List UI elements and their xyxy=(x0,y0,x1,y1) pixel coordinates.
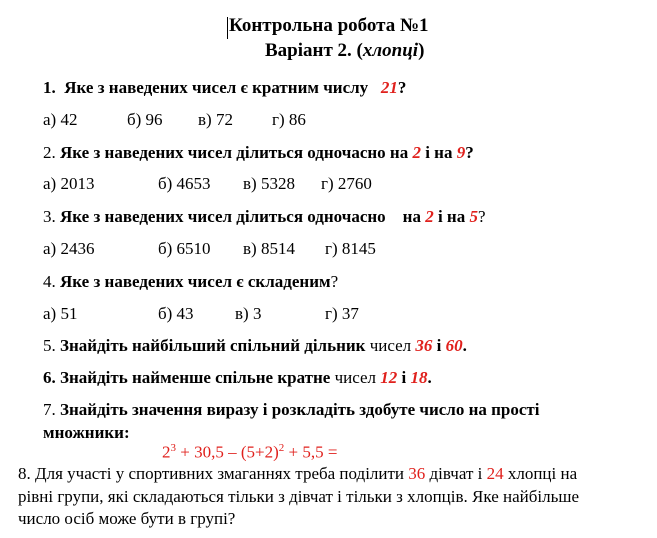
q3-qmark: ? xyxy=(477,207,486,226)
q7-expression xyxy=(162,442,337,463)
question-7 xyxy=(43,400,540,420)
q2-qmark: ? xyxy=(465,143,474,162)
q1-option-d: г) 86 xyxy=(272,110,306,129)
q7-line1: Знайдіть значення виразу і розкладіть здобуте число на прості xyxy=(60,400,540,419)
q2-option-a: а) 2013 xyxy=(43,174,95,193)
q5-text: Знайдіть найбільший спільний дільник xyxy=(60,336,366,355)
q3-on: на xyxy=(402,207,421,226)
q5-and: і xyxy=(436,336,442,355)
q3-option-c: в) 8514 xyxy=(243,239,295,258)
q3-options xyxy=(43,239,376,259)
q5-b: 60 xyxy=(445,336,463,355)
q6-text: Знайдіть найменше спільне кратне xyxy=(60,368,331,387)
question-5 xyxy=(43,336,467,356)
question-4 xyxy=(43,272,338,292)
q2-option-d: г) 2760 xyxy=(321,174,372,193)
q5-a: 36 xyxy=(415,336,433,355)
q1-text: Яке з наведених чисел є кратним числу xyxy=(64,78,369,97)
q6-end: . xyxy=(427,368,432,387)
q4-option-a: а) 51 xyxy=(43,304,78,323)
q8-text-b: дівчат і xyxy=(429,464,483,483)
q6-number: 6. xyxy=(43,368,56,387)
q7-expr-part1: 2 xyxy=(162,442,171,462)
q8-text-c: хлопці на xyxy=(507,464,578,483)
q3-and: і на xyxy=(437,207,466,226)
q1-option-c: в) 72 xyxy=(198,110,233,129)
variant-line xyxy=(265,40,424,62)
q2-b: 9 xyxy=(456,143,466,162)
q7-line2: множники: xyxy=(43,423,130,442)
q8-n1: 36 xyxy=(408,464,426,483)
question-3 xyxy=(43,207,486,227)
q5-plain: чисел xyxy=(369,336,412,355)
doc-title: Контрольна робота №1 xyxy=(229,15,429,36)
q6-a: 12 xyxy=(380,368,398,387)
q4-options xyxy=(43,304,359,324)
q1-number-highlight: 21 xyxy=(380,78,398,97)
q7-number: 7. xyxy=(43,400,56,419)
q7-expr-sup1: 3 xyxy=(170,442,176,454)
q2-options xyxy=(43,174,372,194)
q4-qmark: ? xyxy=(330,272,339,291)
question-6 xyxy=(43,368,432,388)
q2-option-b: б) 4653 xyxy=(158,174,211,193)
q6-and: і xyxy=(401,368,407,387)
q3-option-b: б) 6510 xyxy=(158,239,211,258)
variant-group: хлопці xyxy=(362,40,419,61)
q4-option-c: в) 3 xyxy=(235,304,262,323)
q1-options xyxy=(43,110,306,130)
q3-number: 3. xyxy=(43,207,56,226)
q4-option-d: г) 37 xyxy=(325,304,359,323)
q7-expr-part3: + 5,5 = xyxy=(284,442,338,462)
q3-option-d: г) 8145 xyxy=(325,239,376,258)
q6-plain: чисел xyxy=(334,368,377,387)
q2-option-c: в) 5328 xyxy=(243,174,295,193)
q1-qmark: ? xyxy=(397,78,407,97)
q5-number: 5. xyxy=(43,336,56,355)
question-2 xyxy=(43,143,474,163)
q3-b: 5 xyxy=(469,207,478,226)
question-1 xyxy=(43,78,406,98)
q2-and: і на xyxy=(425,143,453,162)
question-8-line1 xyxy=(18,464,577,484)
q4-number: 4. xyxy=(43,272,56,291)
variant-prefix: Варіант 2. ( xyxy=(265,40,363,61)
q3-option-a: а) 2436 xyxy=(43,239,95,258)
q7-expr-part2: + 30,5 – (5+2) xyxy=(176,442,279,462)
question-8-line3: число осіб може бути в групі? xyxy=(18,509,236,528)
q1-option-a: а) 42 xyxy=(43,110,78,129)
text-cursor xyxy=(227,17,228,39)
q6-b: 18 xyxy=(410,368,428,387)
q2-number: 2. xyxy=(43,143,56,162)
q2-text: Яке з наведених чисел ділиться одночасно на xyxy=(60,143,409,162)
q8-text-a: 8. Для участі у спортивних змаганнях треба поділити xyxy=(18,464,405,483)
q4-option-b: б) 43 xyxy=(158,304,194,323)
q5-end: . xyxy=(462,336,467,355)
q7-expr-sup2: 2 xyxy=(278,442,285,454)
question-8-line2: рівні групи, які складаються тільки з дівчат і тільки з хлопців. Яке найбільше xyxy=(18,487,579,506)
variant-suffix: ) xyxy=(418,40,425,61)
q2-a: 2 xyxy=(412,143,421,162)
q1-number: 1. xyxy=(43,78,56,97)
q3-a: 2 xyxy=(425,207,434,226)
q8-n2: 24 xyxy=(486,464,504,483)
q4-text: Яке з наведених чисел є складеним xyxy=(60,272,331,291)
q3-text: Яке з наведених чисел ділиться одночасно xyxy=(60,207,386,226)
q1-option-b: б) 96 xyxy=(127,110,163,129)
